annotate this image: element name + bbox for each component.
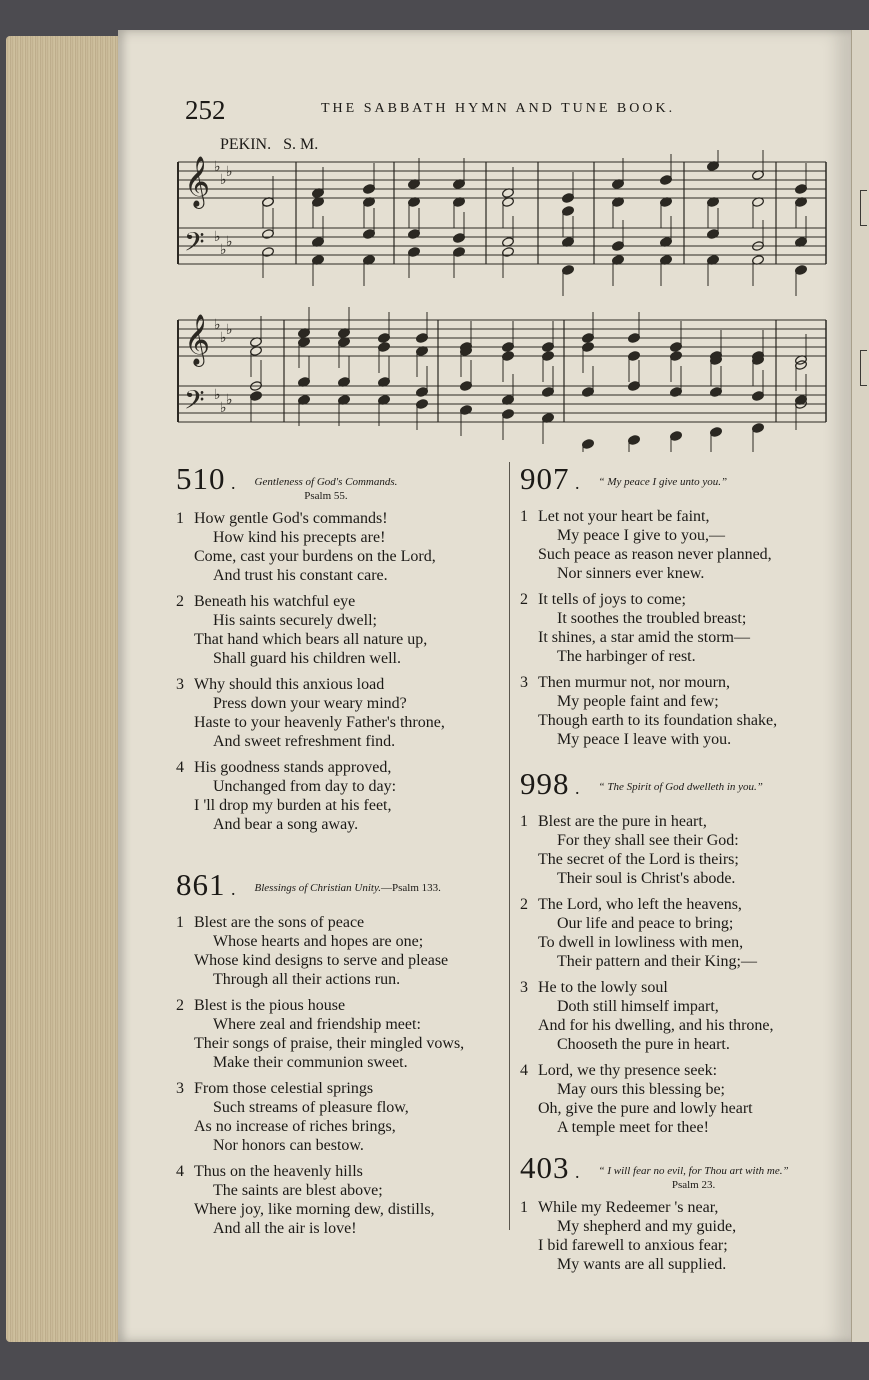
- verse-line: [520, 628, 825, 647]
- verse-line: [520, 1035, 825, 1054]
- verse-2: [520, 590, 825, 666]
- bass-clef-icon: 𝄢: [184, 226, 205, 264]
- verse-line: [176, 566, 506, 585]
- flat-sign-icon: ♭: [214, 160, 221, 175]
- verse-line-text: Press down your weary mind?: [213, 695, 407, 712]
- verse-line: [520, 914, 825, 933]
- verse-line-text: My shepherd and my guide,: [557, 1218, 737, 1235]
- hymn-998: [520, 767, 825, 1137]
- running-head: THE SABBATH HYMN AND TUNE BOOK.: [321, 101, 676, 116]
- verse-line-text: Our life and peace to bring;: [557, 915, 734, 932]
- verse-line: [176, 713, 506, 732]
- flat-sign-icon: ♭: [214, 388, 221, 403]
- verse-line: [176, 1181, 506, 1200]
- verse-4: [520, 1061, 825, 1137]
- flat-sign-icon: ♭: [214, 230, 221, 245]
- verse-number: 1: [520, 508, 528, 525]
- verse-line-text: I 'll drop my burden at his feet,: [194, 797, 392, 814]
- hymn-title: “ The Spirit of God dwelleth in you.”: [598, 781, 763, 793]
- verse-number: 2: [520, 591, 528, 608]
- verse-line: [520, 507, 825, 526]
- verse-number: 1: [176, 510, 184, 527]
- verse-line-text: How kind his precepts are!: [213, 529, 386, 546]
- verse-1: [520, 1198, 825, 1274]
- verse-line: [520, 647, 825, 666]
- verse-line: [520, 730, 825, 749]
- verse-line: [176, 1162, 506, 1181]
- verse-line-text: How gentle God's commands!: [194, 510, 388, 527]
- hymn-title-block: [599, 472, 728, 490]
- verse-line-text: The Lord, who left the heavens,: [538, 896, 742, 913]
- verse-line-text: As no increase of riches brings,: [194, 1118, 396, 1135]
- hymn-number-period: .: [569, 473, 581, 493]
- verse-line-text: And all the air is love!: [213, 1220, 357, 1237]
- verse-line: [520, 1198, 825, 1217]
- verse-line-text: The harbinger of rest.: [557, 648, 696, 665]
- book-cover-bottom: [0, 1340, 869, 1380]
- verse-line: [176, 1117, 506, 1136]
- hymn-number-period: .: [569, 778, 581, 798]
- verse-line: [520, 850, 825, 869]
- flat-sign-icon: ♭: [226, 235, 233, 250]
- verse-line: [520, 1099, 825, 1118]
- verse-line: [520, 869, 825, 888]
- verse-line: [176, 1200, 506, 1219]
- hymn-heading: [520, 462, 825, 500]
- verse-number: 3: [520, 674, 528, 691]
- verse-number: 4: [176, 1163, 184, 1180]
- treble-clef-icon: 𝄞: [184, 314, 211, 365]
- verse-line-text: Whose hearts and hopes are one;: [213, 933, 424, 950]
- verse-line: [176, 649, 506, 668]
- verse-line-text: My people faint and few;: [557, 693, 719, 710]
- verse-line-text: Blest are the sons of peace: [194, 914, 365, 931]
- verse-2: [520, 895, 825, 971]
- verse-3: [176, 675, 506, 751]
- verse-2: [176, 996, 506, 1072]
- verse-line-text: It soothes the troubled breast;: [557, 610, 747, 627]
- verse-line: [520, 545, 825, 564]
- flat-sign-icon: ♭: [220, 401, 227, 416]
- verse-line-text: That hand which bears all nature up,: [194, 631, 428, 648]
- verse-line-text: It tells of joys to come;: [538, 591, 686, 608]
- hymn-title-block: [255, 878, 441, 896]
- hymn-number-period: .: [569, 1162, 581, 1182]
- verse-line: [520, 1255, 825, 1274]
- verse-line-text: The secret of the Lord is theirs;: [538, 851, 739, 868]
- verse-line-text: Where zeal and friendship meet:: [213, 1016, 421, 1033]
- verse-line-text: Then murmur not, nor mourn,: [538, 674, 730, 691]
- verse-3: [520, 673, 825, 749]
- left-column: [176, 462, 506, 1238]
- verse-line-text: May ours this blessing be;: [557, 1081, 725, 1098]
- verse-line: [520, 812, 825, 831]
- verse-number: 3: [176, 676, 184, 693]
- verse-line: [176, 796, 506, 815]
- hymn-number-period: .: [225, 879, 237, 899]
- verse-line: [520, 692, 825, 711]
- verse-line: [176, 1053, 506, 1072]
- verse-line-text: Such peace as reason never planned,: [538, 546, 772, 563]
- verse-line: [176, 592, 506, 611]
- verse-line: [520, 1118, 825, 1137]
- verse-2: [176, 592, 506, 668]
- verse-line: [176, 777, 506, 796]
- verse-line: [176, 547, 506, 566]
- verse-number: 4: [176, 759, 184, 776]
- verse-line: [520, 933, 825, 952]
- verse-line: [176, 694, 506, 713]
- verse-line-text: Haste to your heavenly Father's throne,: [194, 714, 445, 731]
- music-notation: [176, 150, 832, 452]
- verse-line-text: Nor sinners ever knew.: [557, 565, 705, 582]
- hymn-number: 403 .: [520, 1150, 581, 1185]
- verse-line-text: Thus on the heavenly hills: [194, 1163, 363, 1180]
- verse-line: [176, 1079, 506, 1098]
- music-system-1: [178, 150, 826, 296]
- verse-line-text: Their pattern and their King;—: [557, 953, 757, 970]
- flat-sign-icon: ♭: [226, 323, 233, 338]
- verse-line-text: Make their communion sweet.: [213, 1054, 408, 1071]
- bass-clef-icon: 𝄢: [184, 384, 205, 422]
- verse-line-text: Where joy, like morning dew, distills,: [194, 1201, 435, 1218]
- hymn-title-block: [599, 777, 763, 795]
- hymn-heading: [520, 767, 825, 805]
- verse-4: [176, 1162, 506, 1238]
- verse-line-text: Beneath his watchful eye: [194, 593, 356, 610]
- verse-line: [176, 1015, 506, 1034]
- verse-line: [520, 673, 825, 692]
- verse-line-text: My wants are all supplied.: [557, 1256, 727, 1273]
- verse-line: [520, 997, 825, 1016]
- page-header: [185, 95, 705, 125]
- verse-line: [520, 1236, 825, 1255]
- hymn-number-period: .: [225, 473, 237, 493]
- verse-line: [520, 831, 825, 850]
- verse-line-text: And trust his constant care.: [213, 567, 388, 584]
- verse-line-text: I bid farewell to anxious fear;: [538, 1237, 728, 1254]
- hymn-heading: [176, 868, 506, 906]
- verse-line-text: His goodness stands approved,: [194, 759, 392, 776]
- verse-1: [176, 913, 506, 989]
- verse-line-text: My peace I give to you,—: [557, 527, 725, 544]
- verse-line-text: It shines, a star amid the storm—: [538, 629, 750, 646]
- verse-4: [176, 758, 506, 834]
- verse-line: [176, 1098, 506, 1117]
- page-block-edges: [6, 36, 118, 1342]
- verse-number: 3: [520, 979, 528, 996]
- verse-line: [176, 675, 506, 694]
- verse-number: 1: [520, 813, 528, 830]
- verse-line: [520, 1080, 825, 1099]
- verse-line-text: Why should this anxious load: [194, 676, 385, 693]
- verse-line: [176, 1219, 506, 1238]
- verse-1: [520, 812, 825, 888]
- verse-number: 2: [520, 896, 528, 913]
- hymn-title: “ My peace I give unto you.”: [598, 476, 728, 488]
- hymn-861: [176, 868, 506, 1238]
- verse-3: [176, 1079, 506, 1155]
- hymn-heading: [520, 1151, 825, 1191]
- verse-line: [520, 978, 825, 997]
- verse-line-text: Lord, we thy presence seek:: [538, 1062, 718, 1079]
- hymn-number: 998 .: [520, 766, 581, 801]
- verse-line-text: Oh, give the pure and lowly heart: [538, 1100, 753, 1117]
- verse-line-text: Chooseth the pure in heart.: [557, 1036, 730, 1053]
- verse-line-text: And sweet refreshment find.: [213, 733, 396, 750]
- verse-line-text: To dwell in lowliness with men,: [538, 934, 744, 951]
- hymn-number: 907 .: [520, 461, 581, 496]
- verse-line: [176, 951, 506, 970]
- verse-line: [176, 611, 506, 630]
- verse-3: [520, 978, 825, 1054]
- column-divider: [509, 462, 510, 1230]
- hymn-title: Gentleness of God's Commands.: [254, 476, 398, 488]
- verse-line: [176, 1034, 506, 1053]
- verse-line-text: Whose kind designs to serve and please: [194, 952, 449, 969]
- verse-line: [176, 758, 506, 777]
- verse-line-text: And bear a song away.: [213, 816, 359, 833]
- verse-line-text: Through all their actions run.: [213, 971, 401, 988]
- verse-number: 1: [520, 1199, 528, 1216]
- verse-line: [176, 815, 506, 834]
- verse-line: [520, 1217, 825, 1236]
- verse-line: [520, 952, 825, 971]
- next-page-edge: [851, 30, 869, 1342]
- hymn-source: Psalm 23.: [671, 1179, 716, 1191]
- flat-sign-icon: ♭: [226, 393, 233, 408]
- hymn-title-block: [599, 1161, 789, 1191]
- verse-line-text: Blest are the pure in heart,: [538, 813, 707, 830]
- tune-name: PEKIN.: [220, 136, 272, 153]
- verse-line-text: While my Redeemer 's near,: [538, 1199, 719, 1216]
- tune-meter: S. M.: [283, 136, 319, 153]
- verse-line-text: Doth still himself impart,: [557, 998, 719, 1015]
- flat-sign-icon: ♭: [226, 165, 233, 180]
- hymn-title: Blessings of Christian Unity.: [254, 882, 382, 894]
- hymn-title-block: [255, 472, 398, 502]
- verse-line: [520, 1016, 825, 1035]
- verse-line-text: Their soul is Christ's abode.: [557, 870, 736, 887]
- hymn-title: “ I will fear no evil, for Thou art with me.”: [598, 1165, 789, 1177]
- flat-sign-icon: ♭: [220, 173, 227, 188]
- verse-line: [176, 932, 506, 951]
- verse-line: [520, 590, 825, 609]
- hymn-source: Psalm 55.: [304, 490, 348, 502]
- verse-number: 2: [176, 997, 184, 1014]
- verse-line: [176, 732, 506, 751]
- verse-line-text: For they shall see their God:: [557, 832, 739, 849]
- verse-number: 3: [176, 1080, 184, 1097]
- verse-line: [176, 630, 506, 649]
- verse-line: [176, 509, 506, 528]
- verse-line: [176, 970, 506, 989]
- verse-line-text: Unchanged from day to day:: [213, 778, 397, 795]
- verse-1: [520, 507, 825, 583]
- hymn-number: 861 .: [176, 867, 237, 902]
- verse-line-text: He to the lowly soul: [538, 979, 668, 996]
- verse-line: [176, 1136, 506, 1155]
- verse-line-text: Though earth to its foundation shake,: [538, 712, 778, 729]
- verse-line-text: From those celestial springs: [194, 1080, 374, 1097]
- verse-line: [520, 609, 825, 628]
- flat-sign-icon: ♭: [220, 331, 227, 346]
- verse-line-text: Shall guard his children well.: [213, 650, 401, 667]
- right-column: [520, 462, 825, 1274]
- verse-line-text: And for his dwelling, and his throne,: [538, 1017, 774, 1034]
- verse-line: [520, 895, 825, 914]
- hymn-source: —Psalm 133.: [381, 882, 441, 894]
- hymn-403: [520, 1151, 825, 1274]
- page-number: 252: [185, 95, 226, 125]
- verse-1: [176, 509, 506, 585]
- hymn-510: [176, 462, 506, 834]
- verse-line: [176, 913, 506, 932]
- verse-line-text: Come, cast your burdens on the Lord,: [194, 548, 436, 565]
- verse-number: 4: [520, 1062, 528, 1079]
- verse-line-text: His saints securely dwell;: [213, 612, 377, 629]
- verse-line: [520, 564, 825, 583]
- hymn-number: 510 .: [176, 461, 237, 496]
- verse-line: [176, 528, 506, 547]
- hymn-heading: [176, 462, 506, 502]
- verse-line-text: The saints are blest above;: [213, 1182, 383, 1199]
- verse-number: 1: [176, 914, 184, 931]
- hymn-907: [520, 462, 825, 749]
- verse-line-text: Let not your heart be faint,: [538, 508, 710, 525]
- music-system-2: [178, 307, 826, 452]
- verse-line-text: Blest is the pious house: [194, 997, 346, 1014]
- verse-line-text: A temple meet for thee!: [557, 1119, 709, 1136]
- verse-line: [176, 996, 506, 1015]
- flat-sign-icon: ♭: [220, 243, 227, 258]
- verse-line: [520, 711, 825, 730]
- treble-clef-icon: 𝄞: [184, 156, 211, 207]
- verse-line-text: Such streams of pleasure flow,: [213, 1099, 409, 1116]
- flat-sign-icon: ♭: [214, 318, 221, 333]
- verse-line-text: My peace I leave with you.: [557, 731, 732, 748]
- verse-number: 2: [176, 593, 184, 610]
- verse-line-text: Nor honors can bestow.: [213, 1137, 364, 1154]
- verse-line: [520, 1061, 825, 1080]
- verse-line: [520, 526, 825, 545]
- verse-line-text: Their songs of praise, their mingled vows,: [194, 1035, 465, 1052]
